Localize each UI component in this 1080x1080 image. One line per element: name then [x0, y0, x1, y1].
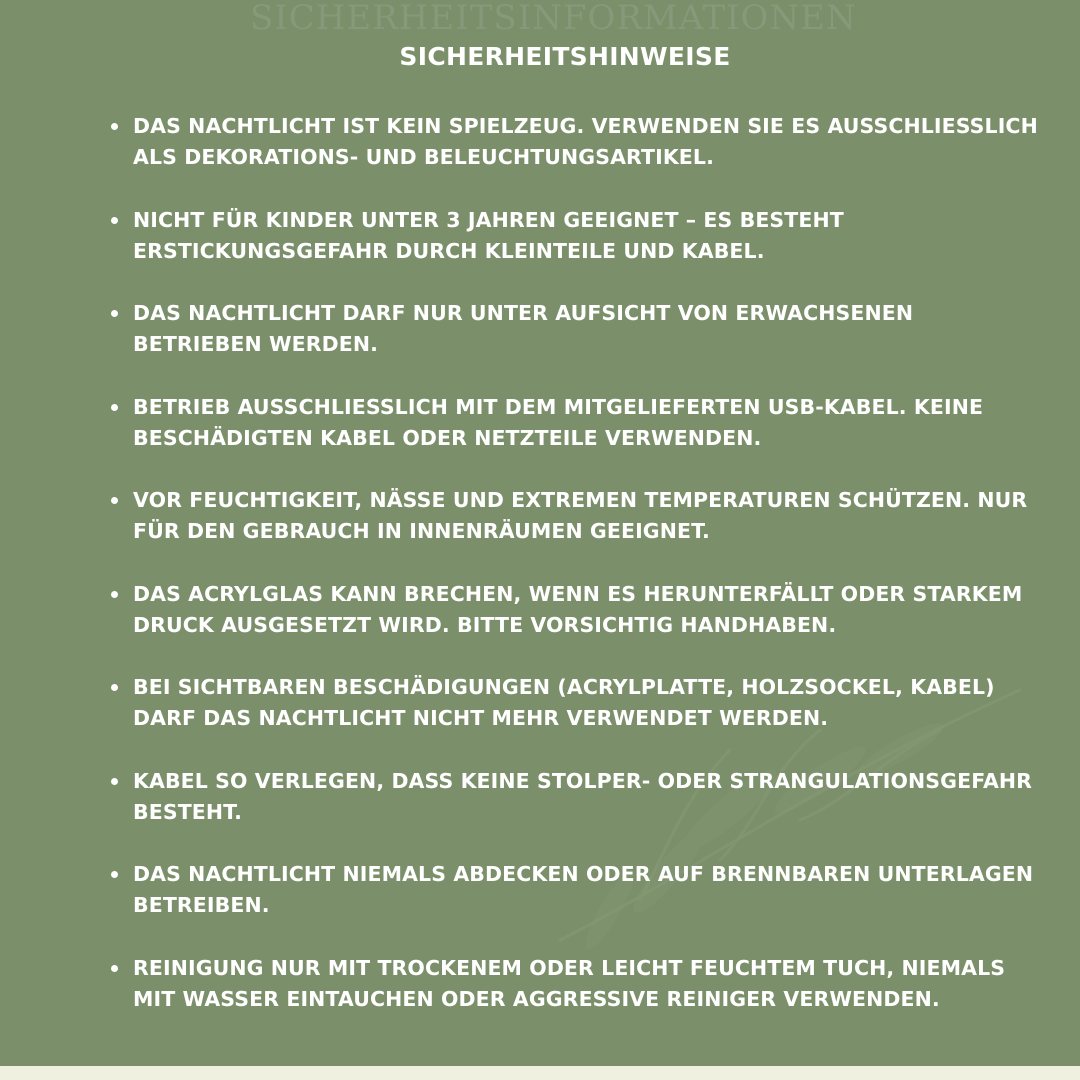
list-item-text: KABEL SO VERLEGEN, DASS KEINE STOLPER- ODER STRANGULATIONSGEFAHR BESTEHT. [133, 768, 1033, 824]
bottom-strip [0, 1066, 1080, 1080]
list-item [108, 579, 1048, 673]
list-item-text: REINIGUNG NUR MIT TROCKENEM ODER LEICHT FEUCHTEM TUCH, NIEMALS MIT WASSER EINTAUCHEN ODER AGGRESSIVE REINIGER VERWENDEN. [133, 955, 1006, 1011]
list-item [108, 298, 1048, 392]
list-item-text: NICHT FÜR KINDER UNTER 3 JAHREN GEEIGNET – ES BESTEHT ERSTICKUNGSGEFAHR DURCH KLEINTEILE UND KABEL. [133, 207, 844, 263]
bullet-dot-icon [111, 123, 118, 130]
bullet-dot-icon [111, 217, 118, 224]
list-item [108, 859, 1048, 953]
bullet-dot-icon [111, 310, 118, 317]
bullet-dot-icon [111, 591, 118, 598]
bullet-dot-icon [111, 965, 118, 972]
list-item-text: DAS NACHTLICHT NIEMALS ABDECKEN ODER AUF BRENNBAREN UNTERLAGEN BETREIBEN. [133, 862, 1034, 917]
list-item [108, 205, 1048, 299]
list-item-text: DAS NACHTLICHT DARF NUR UNTER AUFSICHT VON ERWACHSENEN BETRIEBEN WERDEN. [133, 301, 914, 356]
list-item-text: DAS ACRYLGLAS KANN BRECHEN, WENN ES HERUNTERFÄLLT ODER STARKEM DRUCK AUSGESETZT WIRD. BITTE VORSICHTIG HANDHABEN. [133, 581, 1023, 637]
page-title: SICHERHEITSHINWEISE [399, 42, 731, 71]
bullet-dot-icon [111, 871, 118, 878]
list-item [108, 672, 1048, 766]
list-item-text: DAS NACHTLICHT IST KEIN SPIELZEUG. VERWENDEN SIE ES AUSSCHLIESSLICH ALS DEKORATIONS- UND BELEUCHTUNGSARTIKEL. [133, 114, 1038, 169]
list-item [108, 392, 1048, 486]
list-item [108, 953, 1048, 1047]
list-item [108, 111, 1048, 205]
list-item [108, 766, 1048, 860]
bullet-dot-icon [111, 778, 118, 785]
bullet-dot-icon [111, 404, 118, 411]
list-item-text: BEI SICHTBAREN BESCHÄDIGUNGEN (ACRYLPLATTE, HOLZSOCKEL, KABEL) DARF DAS NACHTLICHT NICHT MEHR VERWENDET WERDEN. [133, 675, 995, 730]
safety-list [108, 111, 1048, 1046]
faded-header-text: SICHERHEITSINFORMATIONEN [250, 0, 857, 38]
list-item-text: VOR FEUCHTIGKEIT, NÄSSE UND EXTREMEN TEMPERATUREN SCHÜTZEN. NUR FÜR DEN GEBRAUCH IN INNENRÄUMEN GEEIGNET. [133, 488, 1028, 543]
bullet-dot-icon [111, 497, 118, 504]
list-item-text: BETRIEB AUSSCHLIESSLICH MIT DEM MITGELIEFERTEN USB-KABEL. KEINE BESCHÄDIGTEN KABEL ODER NETZTEILE VERWENDEN. [133, 394, 984, 450]
list-item [108, 485, 1048, 579]
bullet-dot-icon [111, 684, 118, 691]
